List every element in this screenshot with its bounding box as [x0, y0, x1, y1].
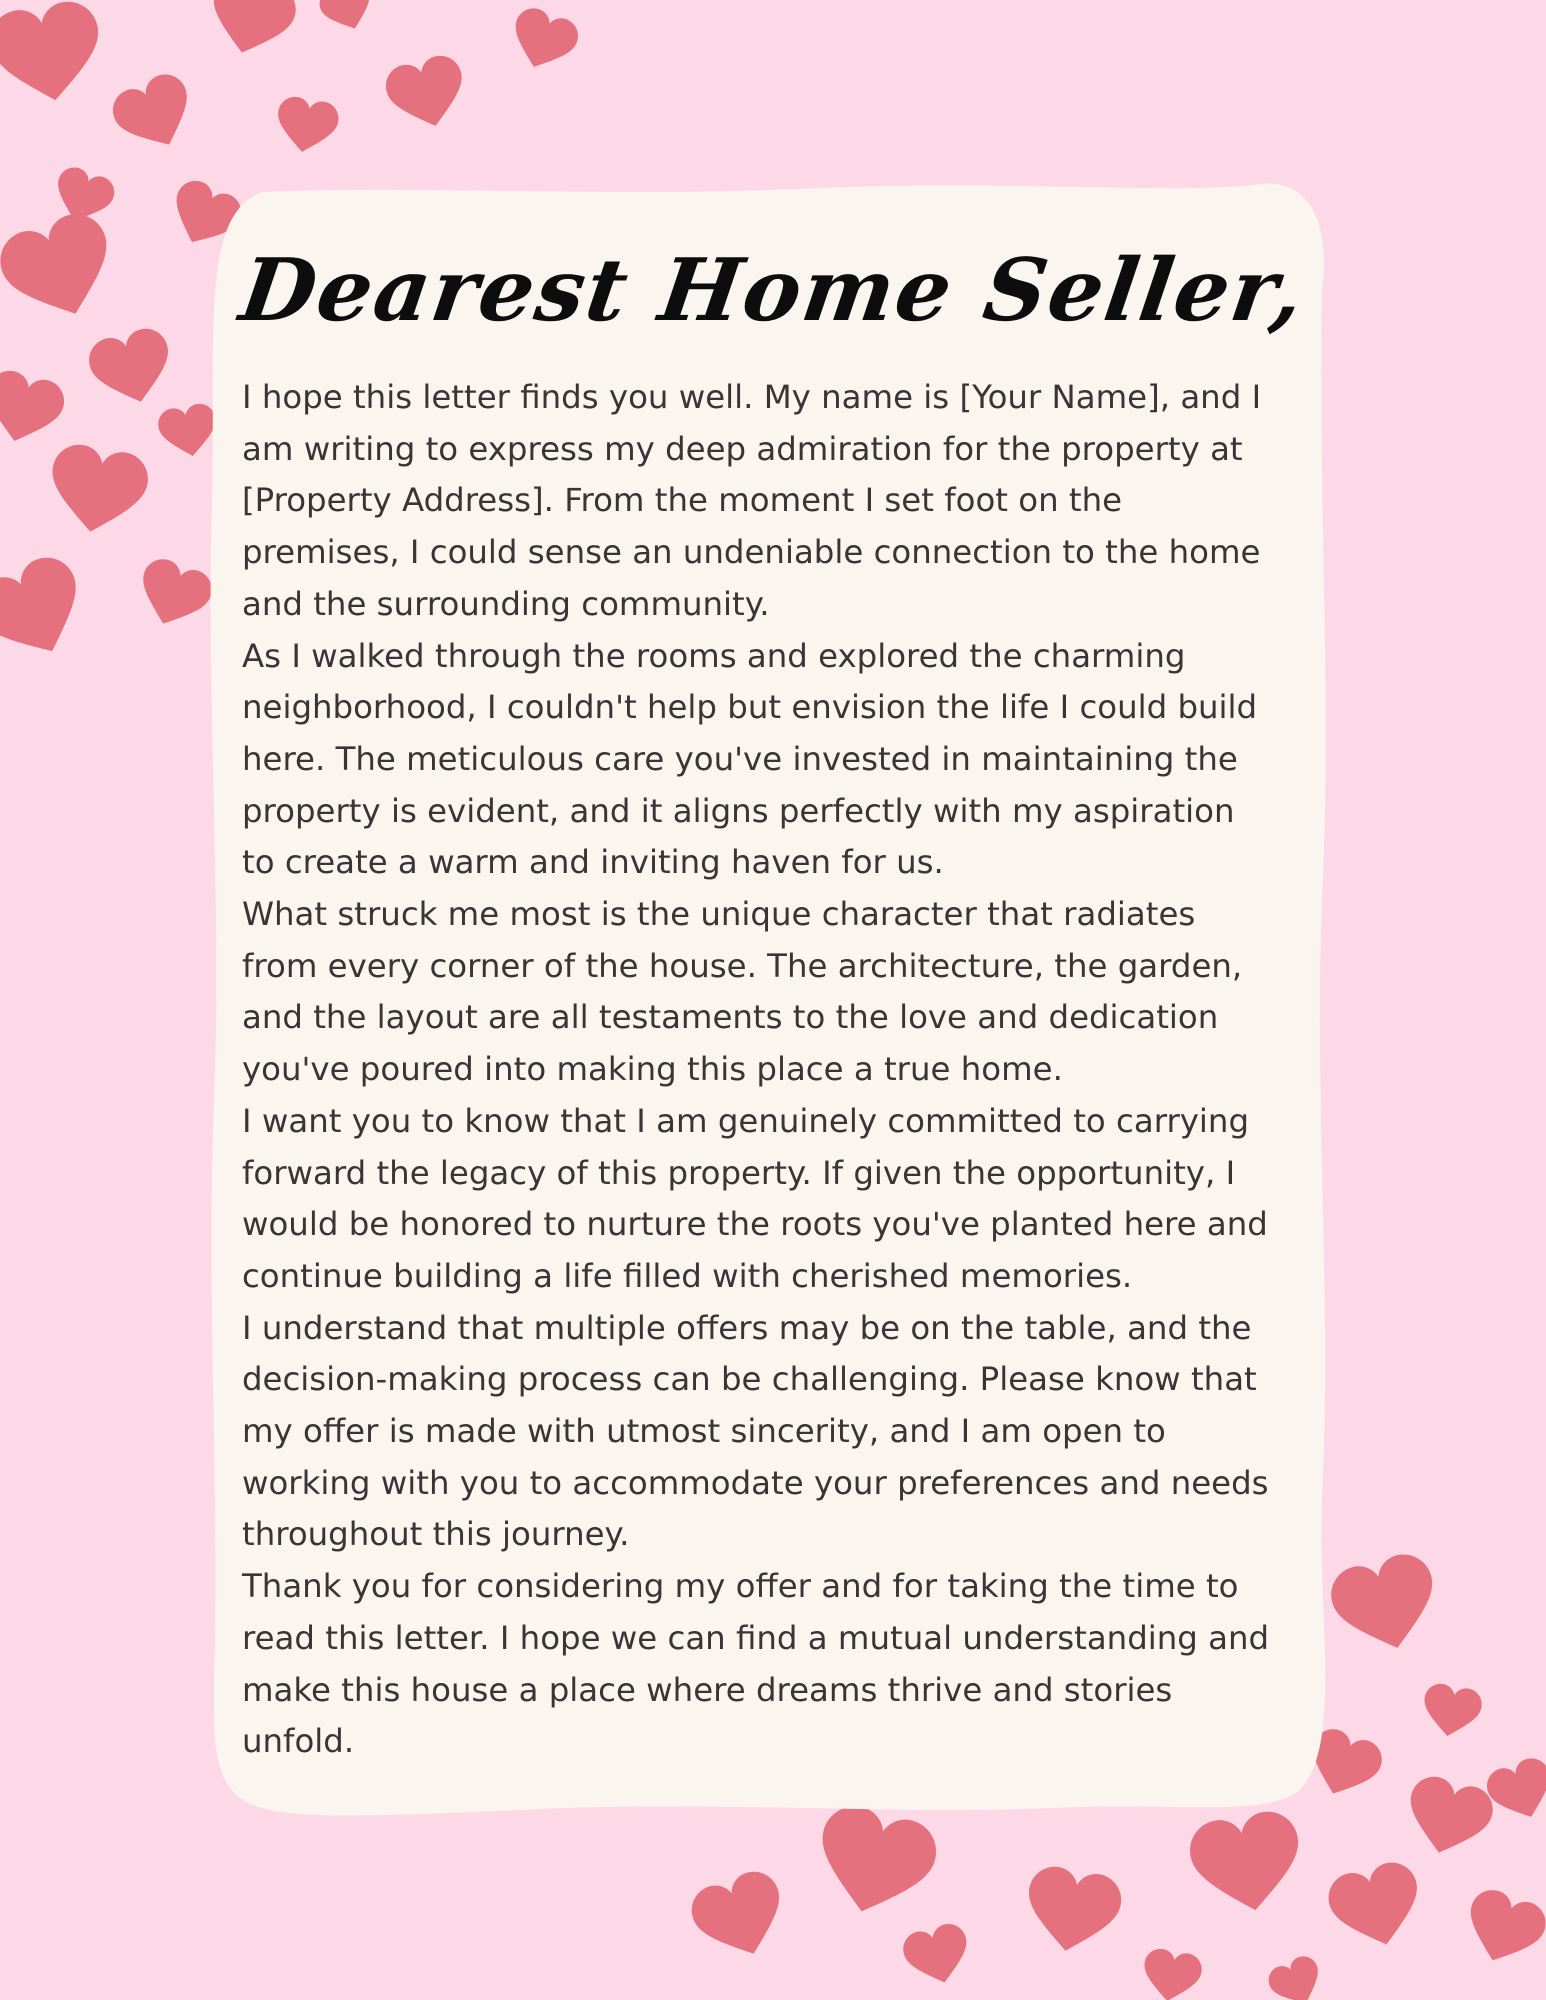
- paragraph-commitment: I want you to know that I am genuinely committed to carrying forward the legacy of this property. If given the opportunity, I would be honored to nurture the roots you've planted here and continue building a life filled with cherished memories.: [242, 1101, 1268, 1295]
- paragraph-closing: Thank you for considering my offer and for taking the time to read this letter. I hope we can find a mutual understanding and make this house a place where dreams thrive and stories unfold.: [242, 1567, 1270, 1761]
- paragraph-offer: I understand that multiple offers may be on the table, and the decision-making process can be challenging. Please know that my offer is made with utmost sincerity, and I am open to working with you to accommodate your preferences and needs throughout this journey.: [242, 1308, 1269, 1554]
- paragraph-neighborhood: As I walked through the rooms and explored the charming neighborhood, I couldn't help but envision the life I could build here. The meticulous care you've invested in maintaining the property is evident, and it aligns perfectly with my aspiration to create a warm and inviting haven for us.: [242, 636, 1258, 882]
- letter-title: Dearest Home Seller,: [234, 240, 1312, 341]
- paragraph-intro: I hope this letter finds you well. My name is [Your Name], and I am writing to express my deep admiration for the property at [Property Address]. From the moment I set foot on the premises, I could sense an undeniable connection to the home and the surrounding community.: [242, 378, 1262, 623]
- paragraph-character: What struck me most is the unique character that radiates from every corner of the house. The architecture, the garden, and the layout are all testaments to the love and dedication you've poured into making this place a true home.: [242, 895, 1243, 1089]
- letter-body: [242, 372, 1272, 1768]
